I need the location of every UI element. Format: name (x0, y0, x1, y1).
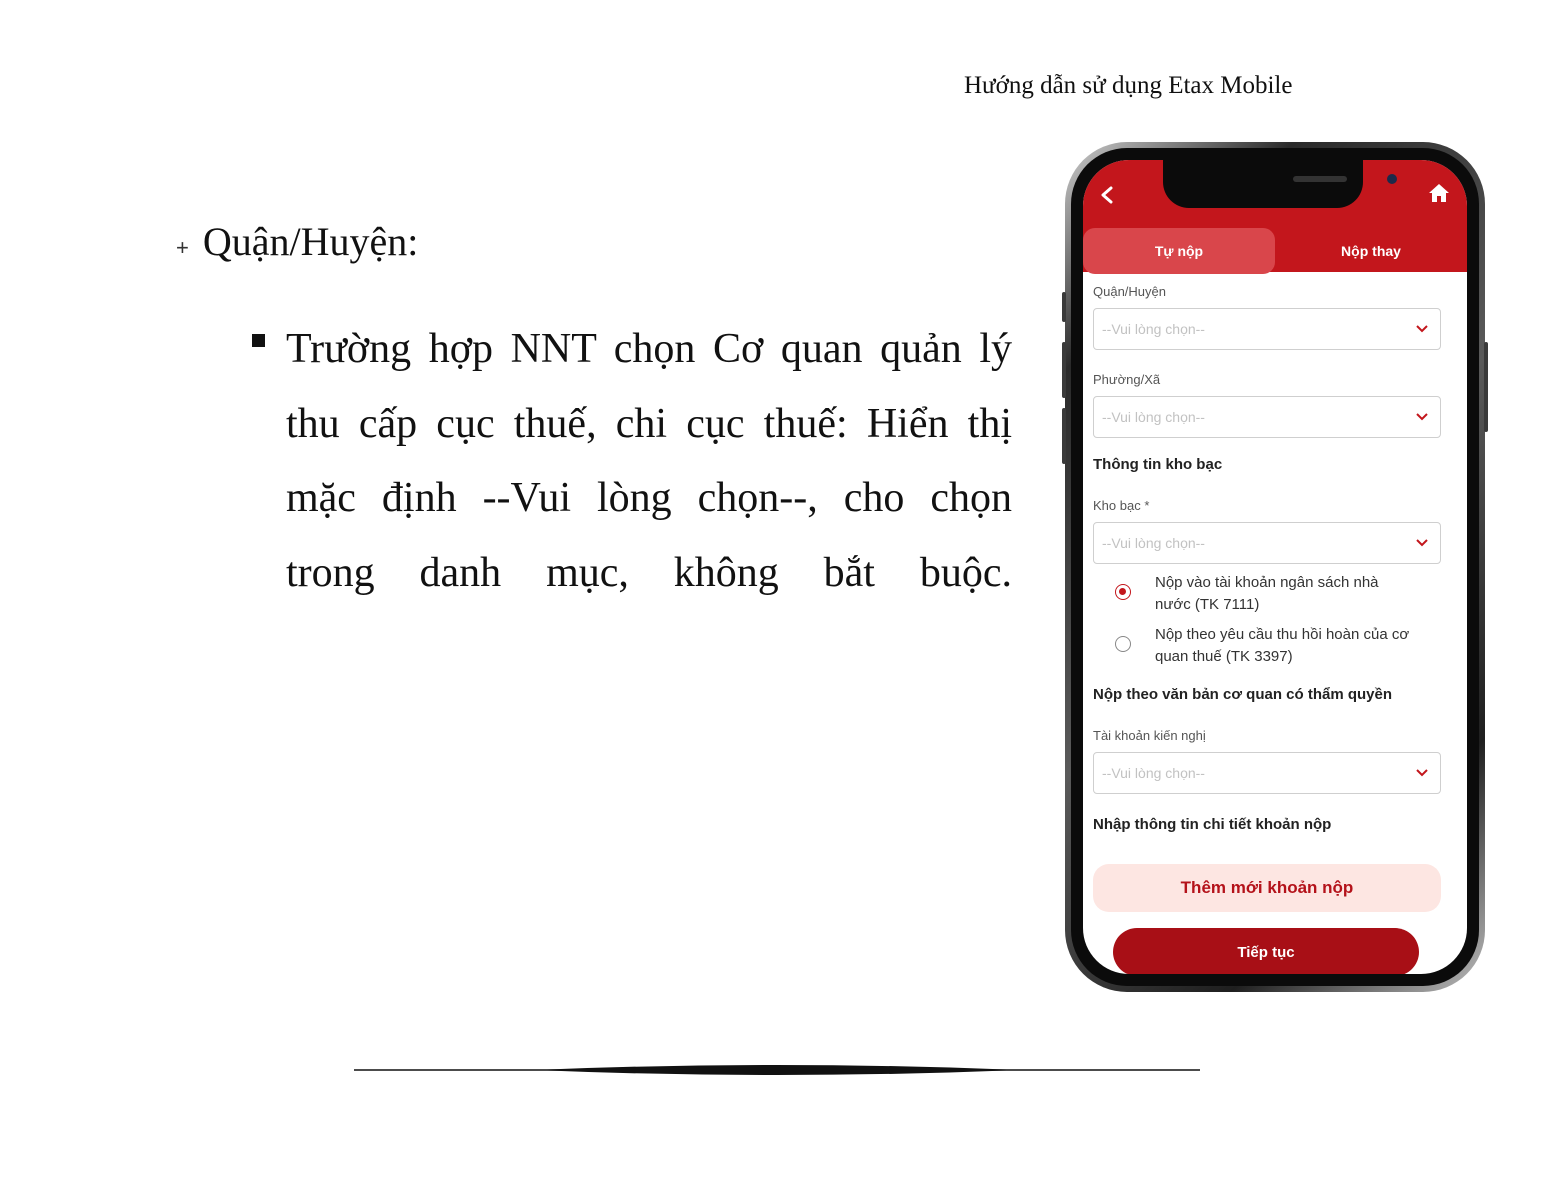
radio-selected-icon[interactable] (1115, 584, 1131, 600)
district-select[interactable] (1093, 308, 1441, 350)
tab-nop-thay[interactable]: Nộp thay (1341, 243, 1401, 259)
power-button (1484, 342, 1488, 432)
phone-screen (1083, 160, 1467, 974)
chevron-left-icon[interactable] (1093, 180, 1123, 210)
front-camera (1387, 174, 1397, 184)
continue-button[interactable]: Tiếp tục (1113, 928, 1419, 974)
recommended-account-select[interactable] (1093, 752, 1441, 794)
page-header-title: Hướng dẫn sử dụng Etax Mobile (964, 72, 1293, 99)
ward-placeholder: --Vui lòng chọn-- (1102, 409, 1205, 425)
square-bullet-icon (252, 334, 265, 347)
treasury-select[interactable] (1093, 522, 1441, 564)
recommended-account-label: Tài khoản kiến nghị (1093, 728, 1206, 743)
page-divider (354, 1058, 1200, 1082)
home-icon[interactable] (1427, 182, 1451, 204)
district-placeholder: --Vui lòng chọn-- (1102, 321, 1205, 337)
chevron-down-icon (1416, 413, 1428, 421)
phone-notch (1163, 160, 1363, 208)
radio-option-tk7111[interactable] (1115, 572, 1415, 616)
volume-down-button (1062, 408, 1066, 464)
add-payment-button[interactable]: Thêm mới khoản nộp (1093, 864, 1441, 912)
volume-up-button (1062, 342, 1066, 398)
chevron-down-icon (1416, 769, 1428, 777)
radio-option-label: Nộp theo yêu cầu thu hồi hoàn của cơ quan thuế (TK 3397) (1155, 626, 1410, 665)
mute-switch (1062, 292, 1066, 322)
authority-section-title: Nộp theo văn bản cơ quan có thẩm quyền (1093, 686, 1393, 703)
radio-option-tk3397[interactable] (1115, 624, 1415, 668)
paragraph-text: Trường hợp NNT chọn Cơ quan quản lý thu cấp cục thuế, chi cục thuế: Hiển thị mặc định --Vui lòng chọn--, cho chọn trong danh mục, không bắt buộc. (286, 326, 1012, 596)
tab-tu-nop[interactable]: Tự nộp (1083, 228, 1275, 274)
detail-section-title: Nhập thông tin chi tiết khoản nộp (1093, 816, 1332, 833)
treasury-placeholder: --Vui lòng chọn-- (1102, 535, 1205, 551)
ward-select[interactable] (1093, 396, 1441, 438)
ward-label: Phường/Xã (1093, 372, 1161, 387)
recommended-account-placeholder: --Vui lòng chọn-- (1102, 765, 1205, 781)
chevron-down-icon (1416, 325, 1428, 333)
plus-bullet: + (176, 235, 189, 260)
district-label: Quận/Huyện (1093, 284, 1166, 299)
payment-tabs (1083, 228, 1467, 274)
treasury-label: Kho bạc * (1093, 498, 1150, 513)
radio-option-label: Nộp vào tài khoản ngân sách nhà nước (TK 7111) (1155, 574, 1379, 613)
section-heading (176, 218, 418, 265)
heading-text: Quận/Huyện: (202, 219, 419, 264)
treasury-section-title: Thông tin kho bạc (1093, 456, 1223, 473)
chevron-down-icon (1416, 539, 1428, 547)
phone-mockup (1065, 142, 1485, 992)
speaker-grille (1293, 176, 1347, 182)
radio-unselected-icon[interactable] (1115, 636, 1131, 652)
